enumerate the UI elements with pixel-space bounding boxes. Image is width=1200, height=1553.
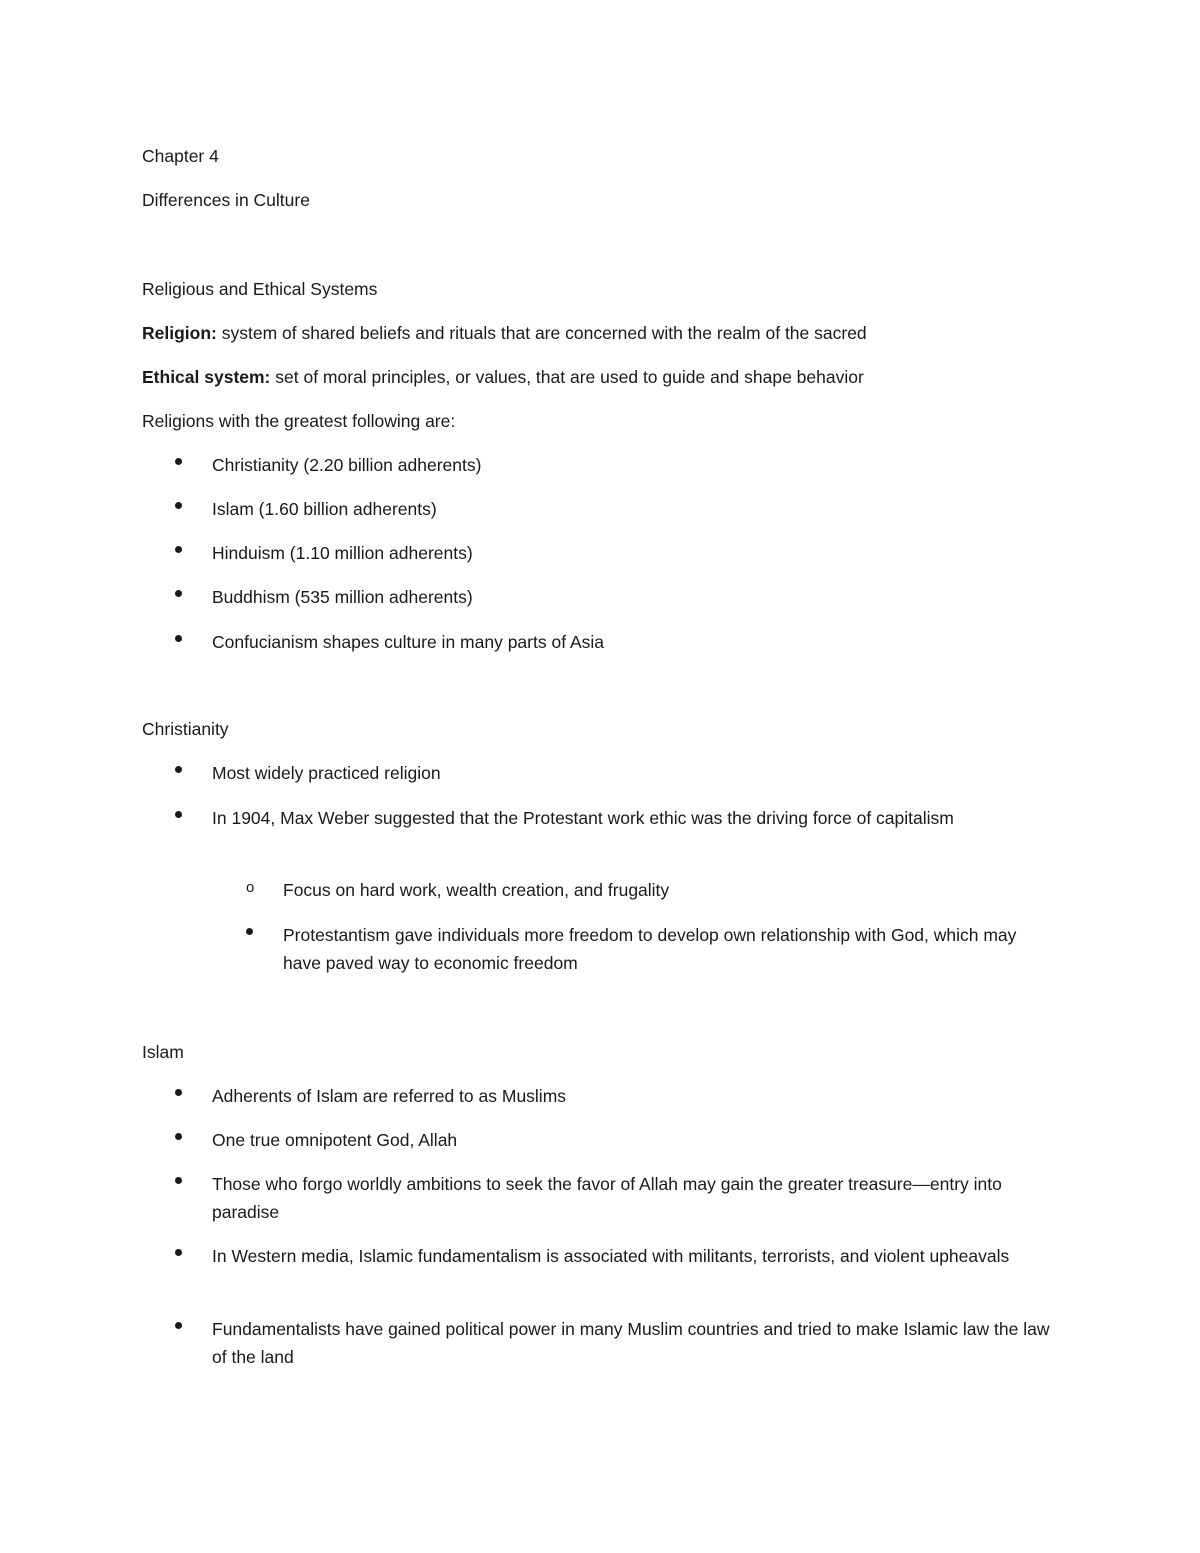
- list-subitem-text: Protestantism gave individuals more freedom to develop own relationship with God, which may have paved way to economic freedom: [283, 925, 1017, 973]
- bullet-icon: [246, 928, 253, 935]
- chapter-label: Chapter 4: [142, 146, 219, 166]
- bullet-icon: [175, 766, 182, 773]
- bullet-icon: [175, 811, 182, 818]
- list-item-text: Fundamentalists have gained political power in many Muslim countries and tried to make Islamic law the law of the land: [212, 1319, 1050, 1367]
- list-item-text: Those who forgo worldly ambitions to seek the favor of Allah may gain the greater treasure—entry into paradise: [212, 1174, 1002, 1222]
- document-title: Differences in Culture: [142, 190, 310, 210]
- bullet-icon: [175, 502, 182, 509]
- definition-religion-text: system of shared beliefs and rituals that are concerned with the realm of the sacred: [221, 323, 867, 343]
- definition-ethical-system-text: set of moral principles, or values, that are used to guide and shape behavior: [275, 367, 864, 387]
- list-item-text: Buddhism (535 million adherents): [212, 587, 473, 607]
- section-title-christianity: Christianity: [142, 719, 229, 739]
- bullet-icon: [175, 1322, 182, 1329]
- list-subitem-text: Focus on hard work, wealth creation, and frugality: [283, 880, 670, 900]
- list-item-text: In Western media, Islamic fundamentalism is associated with militants, terrorists, and violent upheavals: [212, 1246, 1010, 1266]
- bullet-icon: [175, 590, 182, 597]
- bullet-icon: [175, 635, 182, 642]
- bullet-icon: [175, 1089, 182, 1096]
- list-item-text: In 1904, Max Weber suggested that the Protestant work ethic was the driving force of capitalism: [212, 808, 954, 828]
- bullet-icon: [175, 1133, 182, 1140]
- hollow-bullet-icon: o: [246, 879, 255, 896]
- list-item-text: Christianity (2.20 billion adherents): [212, 455, 482, 475]
- section-title-religious-ethical: Religious and Ethical Systems: [142, 279, 378, 299]
- list-item-text: Islam (1.60 billion adherents): [212, 499, 437, 519]
- term-religion: Religion:: [142, 323, 217, 343]
- definition-religion: [142, 322, 867, 344]
- bullet-icon: [175, 458, 182, 465]
- definition-ethical-system: [142, 366, 864, 388]
- list-item-text: Most widely practiced religion: [212, 763, 441, 783]
- term-ethical-system: Ethical system:: [142, 367, 271, 387]
- section-title-islam: Islam: [142, 1042, 184, 1062]
- bullet-icon: [175, 1177, 182, 1184]
- list-item-text: Adherents of Islam are referred to as Muslims: [212, 1086, 567, 1106]
- list-item-text: One true omnipotent God, Allah: [212, 1130, 458, 1150]
- religions-intro: Religions with the greatest following are:: [142, 411, 456, 431]
- bullet-icon: [175, 1249, 182, 1256]
- list-item-text: Hinduism (1.10 million adherents): [212, 543, 473, 563]
- bullet-icon: [175, 546, 182, 553]
- list-item-text: Confucianism shapes culture in many parts of Asia: [212, 632, 604, 652]
- document-page: [142, 0, 1072, 1553]
